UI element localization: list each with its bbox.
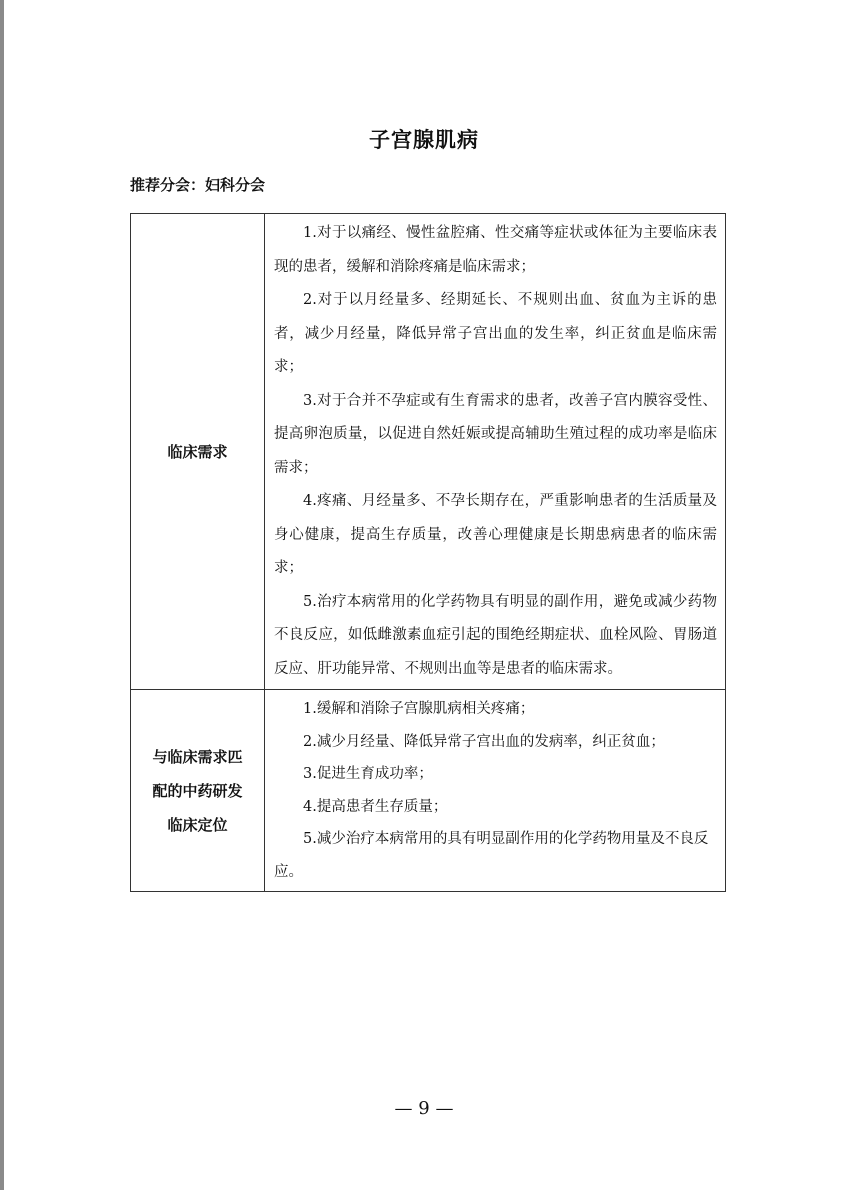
page-number: — 9 — bbox=[394, 1098, 454, 1119]
clinical-needs-content bbox=[265, 214, 726, 690]
table-row-clinical-needs bbox=[131, 214, 726, 690]
positioning-item: 3.促进生育成功率； bbox=[303, 766, 433, 782]
row-label-line: 临床定位 bbox=[167, 815, 228, 834]
recommending-branch: 推荐分会：妇科分会 bbox=[130, 176, 266, 194]
positioning-item: 2.减少月经量、降低异常子宫出血的发病率，纠正贫血； bbox=[303, 733, 665, 750]
row-label-clinical-needs: 临床需求 bbox=[131, 214, 265, 690]
page-title: 子宫腺肌病 bbox=[369, 128, 479, 152]
positioning-item: 4.提高患者生存质量； bbox=[303, 798, 448, 815]
clinical-need-paragraph: 5.治疗本病常用的化学药物具有明显的副作用，避免或减少药物不良反应，如低雌激素血症引起的围绝经期症状、血栓风险、胃肠道反应、肝功能异常、不规则出血等是患者的临床需求。 bbox=[274, 593, 717, 677]
tcm-positioning-content bbox=[265, 690, 726, 892]
positioning-item: 1.缓解和消除子宫腺肌病相关疼痛； bbox=[303, 701, 535, 717]
requirements-table bbox=[130, 213, 726, 892]
table-row-tcm-positioning bbox=[131, 690, 726, 892]
page-left-edge bbox=[0, 0, 4, 1190]
clinical-need-paragraph: 2.对于以月经量多、经期延长、不规则出血、贫血为主诉的患者，减少月经量，降低异常子宫出血的发生率，纠正贫血是临床需求； bbox=[274, 292, 717, 375]
row-label-line: 与临床需求匹 bbox=[152, 747, 243, 766]
row-label-tcm-positioning bbox=[131, 690, 265, 892]
positioning-item: 5.减少治疗本病常用的具有明显副作用的化学药物用量及不良反应。 bbox=[274, 831, 709, 880]
row-label-line: 配的中药研发 bbox=[152, 781, 243, 800]
clinical-need-paragraph: 1.对于以痛经、慢性盆腔痛、性交痛等症状或体征为主要临床表现的患者，缓解和消除疼痛是临床需求； bbox=[274, 225, 717, 275]
clinical-need-paragraph: 4.疼痛、月经量多、不孕长期存在，严重影响患者的生活质量及身心健康，提高生存质量，改善心理健康是长期患病患者的临床需求； bbox=[274, 493, 717, 576]
clinical-need-paragraph: 3.对于合并不孕症或有生育需求的患者，改善子宫内膜容受性、提高卵泡质量，以促进自然妊娠或提高辅助生殖过程的成功率是临床需求； bbox=[274, 392, 717, 476]
